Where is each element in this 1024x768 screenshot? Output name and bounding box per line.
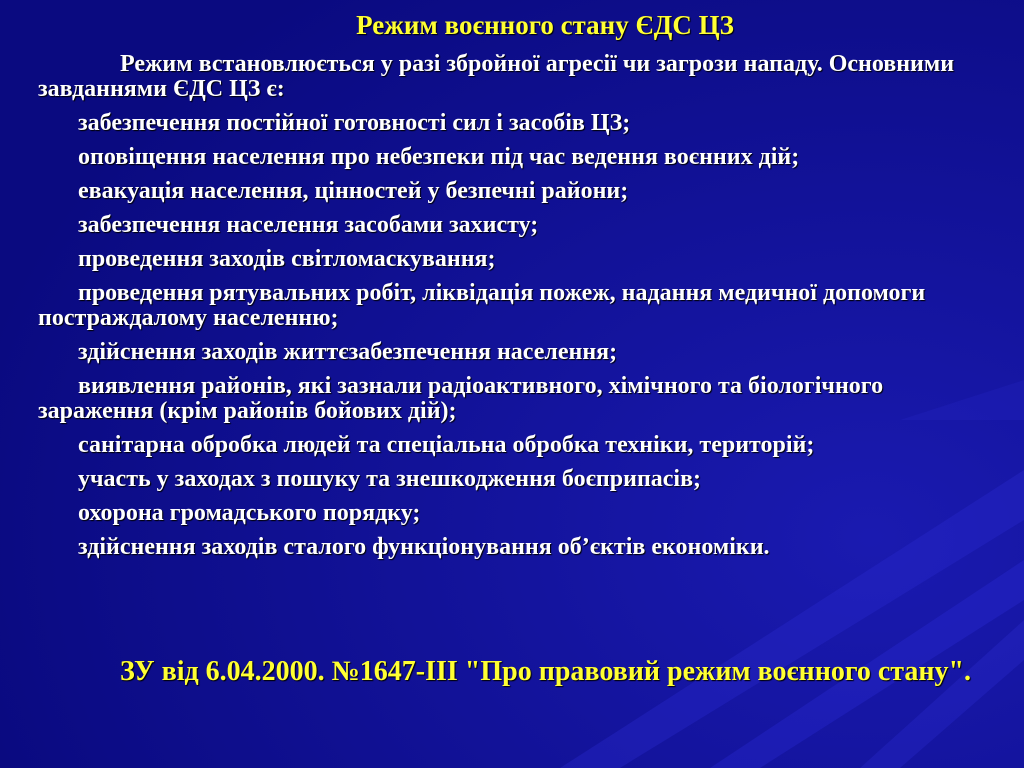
- task-item: санітарна обробка людей та спеціальна обробка техніки, територій;: [78, 432, 815, 458]
- task-item: охорона громадського порядку;: [78, 500, 421, 526]
- slide-title: Режим воєнного стану ЄДС ЦЗ: [356, 10, 734, 40]
- task-item: оповіщення населення про небезпеки під час ведення воєнних дій;: [78, 144, 800, 170]
- task-item: участь у заходах з пошуку та знешкодження боєприпасів;: [78, 466, 702, 492]
- task-item: евакуація населення, цінностей у безпечні райони;: [78, 178, 629, 204]
- task-item: здійснення заходів життєзабезпечення населення;: [78, 339, 618, 365]
- task-item: виявлення районів, які зазнали радіоактивного, хімічного та біологічного зараження (крім районів бойових дій);: [38, 373, 884, 424]
- task-item: забезпечення постійної готовності сил і засобів ЦЗ;: [78, 110, 631, 136]
- intro-paragraph: Режим встановлюється у разі збройної агресії чи загрози нападу. Основними завданнями ЄДС ЦЗ є:: [38, 51, 955, 102]
- law-reference: ЗУ від 6.04.2000. №1647-ІІІ "Про правовий режим воєнного стану".: [119, 656, 972, 687]
- task-item: проведення рятувальних робіт, ліквідація пожеж, надання медичної допомоги постраждалому населенню;: [38, 280, 926, 331]
- task-item: здійснення заходів сталого функціонування об’єктів економіки.: [78, 534, 770, 560]
- task-item: проведення заходів світломаскування;: [78, 246, 496, 272]
- slide-body: [38, 52, 998, 569]
- task-item: забезпечення населення засобами захисту;: [78, 212, 539, 238]
